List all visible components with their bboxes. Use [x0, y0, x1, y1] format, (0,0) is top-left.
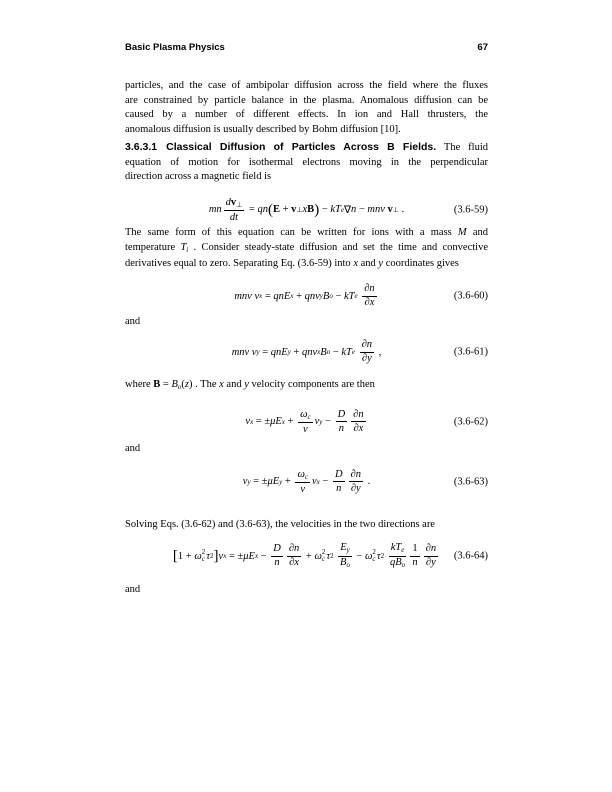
- connector-and: and: [125, 443, 141, 454]
- equation-body: mnν v x = qnE x + qnv y B o − kT e $\frac{\partial n}{\partial x}$: [234, 283, 375, 308]
- equation-number: (3.6-64): [453, 550, 488, 562]
- equation-number: (3.6-63): [453, 476, 488, 488]
- equation-3-6-64: [125, 538, 488, 574]
- equation-3-6-62: [125, 404, 488, 440]
- equation-number: (3.6-60): [453, 290, 488, 302]
- page-header: [125, 42, 488, 53]
- equation-number: (3.6-61): [453, 346, 488, 358]
- equation-3-6-63: [125, 464, 488, 500]
- equation-body: mnν v y = qnE y + qnv x B o − kT e $\frac{\partial n}{\partial y}$ ,: [231, 339, 382, 364]
- equation-body: v x = ± μE x + $\frac{\omega c}{\nu}$ v y − $\frac{D}{n}$ $\frac{\partial n}{\partial x}$: [245, 408, 364, 435]
- running-head: Basic Plasma Physics: [125, 42, 225, 53]
- connector-and: and: [125, 584, 141, 595]
- paragraph-ambipolar-diffusion: particles, and the case of ambipolar diffusion across the field where the fluxes are constrained by particle balance in the plasma. Anomalous diffusion can be caused by a number of different effects. In ion and Hall thrusters, the anomalous diffusion is usually described by Bohm diffusion [10].: [125, 80, 488, 135]
- connector-and: and: [125, 316, 141, 327]
- equation-number: (3.6-59): [453, 204, 488, 216]
- equation-body: [ 1 + ω 2 c τ 2 ] v x = ± μE x − $\frac{D}{n}$ $\frac{\partial n}{\partial x}$ + ω 2 c τ 2 $\frac{Ey}{Bo}$ − ω 2 c τ 2 $\frac{\text{kTe}}{\text{qBo}}$ $\frac{1}{n}$ $\frac{\partial n}{\partial y}$: [172, 542, 437, 569]
- section-heading-3-6-3-1: 3.6.3.1 Classical Diffusion of Particles Across B Fields. The fluid equation of motion for isothermal electrons moving in the perpendicular direction across a magnetic field is: [125, 141, 488, 183]
- equation-3-6-59: [125, 192, 488, 228]
- paragraph-solving-equations: Solving Eqs. (3.6-62) and (3.6-63), the velocities in the two directions are: [125, 519, 435, 530]
- equation-body: mn $\frac{dv\perp}{dt}$ = qn ( E + v ⊥ x B ) − kT e ∇ n − mnν v ⊥ .: [208, 196, 405, 223]
- paragraph-same-form-ions: The same form of this equation can be written for ions with a mass M and temperature Ti . Consider steady-state diffusion and set the time and convective derivatives equal to zero. Separating Eq. (3.6-59) into x and y coordinates gives: [125, 227, 488, 270]
- equation-3-6-61: [125, 334, 488, 370]
- page-number: 67: [477, 42, 488, 53]
- equation-number: (3.6-62): [453, 416, 488, 428]
- paragraph-velocity-components: where B = Bo(z) . The x and y velocity components are then: [125, 379, 375, 391]
- equation-body: v y = ± μE y + $\frac{\omega c}{\nu}$ v x − $\frac{D}{n}$ $\frac{\partial n}{\partial y}$ .: [242, 468, 371, 495]
- equation-3-6-60: [125, 278, 488, 314]
